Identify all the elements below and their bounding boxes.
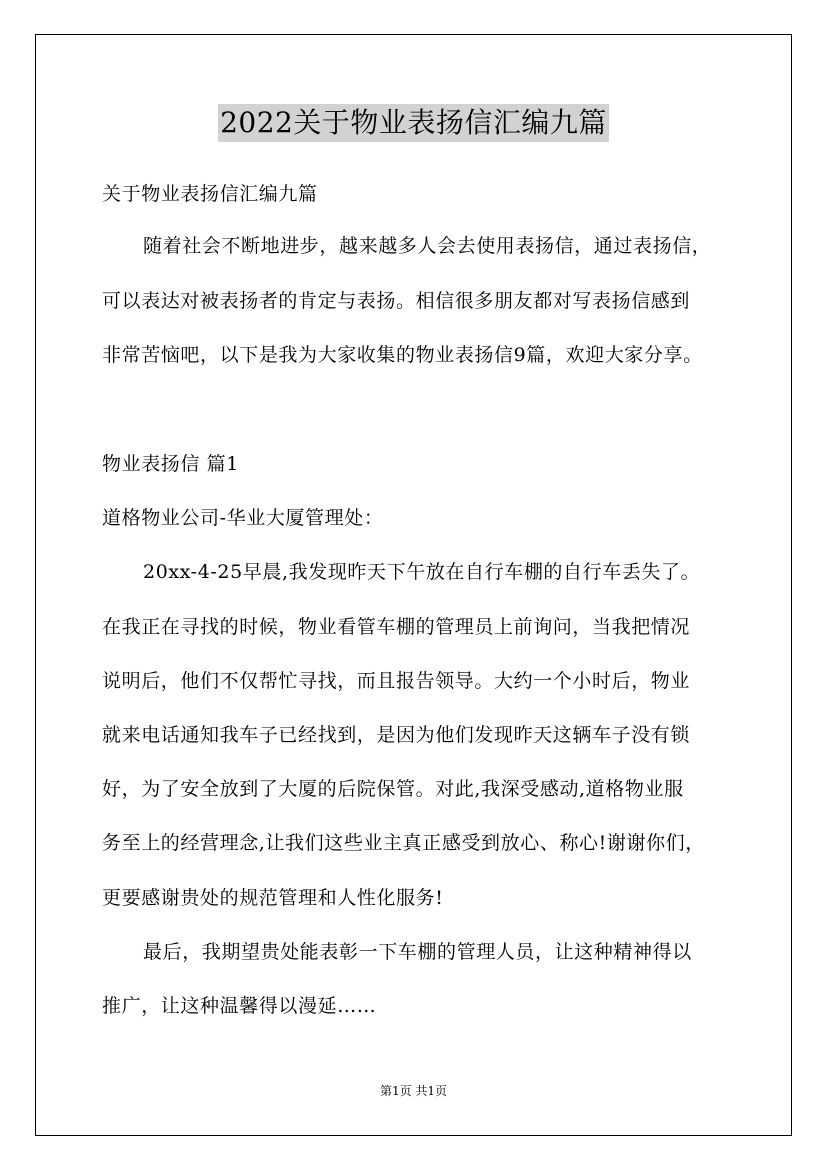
title-container: [0, 104, 827, 142]
body-line: 20xx-4-25早晨,我发现昨天下午放在自行车棚的自行车丢失了。: [143, 561, 701, 583]
body-line: 说明后，他们不仅帮忙寻找，而且报告领导。大约一个小时后，物业: [102, 670, 691, 692]
body-line: 在我正在寻找的时候，物业看管车棚的管理员上前询问，当我把情况: [102, 616, 691, 638]
document-title: 2022关于物业表扬信汇编九篇: [218, 104, 609, 142]
section-heading: 物业表扬信 篇1: [102, 453, 239, 475]
document-subtitle: 关于物业表扬信汇编九篇: [102, 183, 318, 205]
closing-line: 推广，让这种温馨得以漫延……: [102, 995, 377, 1017]
body-line: 好，为了安全放到了大厦的后院保管。对此,我深受感动,道格物业服: [102, 778, 684, 800]
intro-line: 可以表达对被表扬者的肯定与表扬。相信很多朋友都对写表扬信感到: [102, 290, 691, 312]
salutation: 道格物业公司-华业大厦管理处：: [102, 507, 384, 529]
closing-line: 最后，我期望贵处能表彰一下车棚的管理人员，让这种精神得以: [143, 941, 692, 963]
intro-line: 随着社会不断地进步，越来越多人会去使用表扬信，通过表扬信，: [143, 235, 712, 257]
intro-line: 非常苦恼吧，以下是我为大家收集的物业表扬信9篇，欢迎大家分享。: [102, 344, 703, 366]
body-line: 更要感谢贵处的规范管理和人性化服务!: [102, 887, 444, 909]
body-line: 就来电话通知我车子已经找到，是因为他们发现昨天这辆车子没有锁: [102, 724, 691, 746]
page-number: 第1页 共1页: [379, 1084, 448, 1098]
body-line: 务至上的经营理念,让我们这些业主真正感受到放心、称心!谢谢你们，: [102, 832, 705, 854]
